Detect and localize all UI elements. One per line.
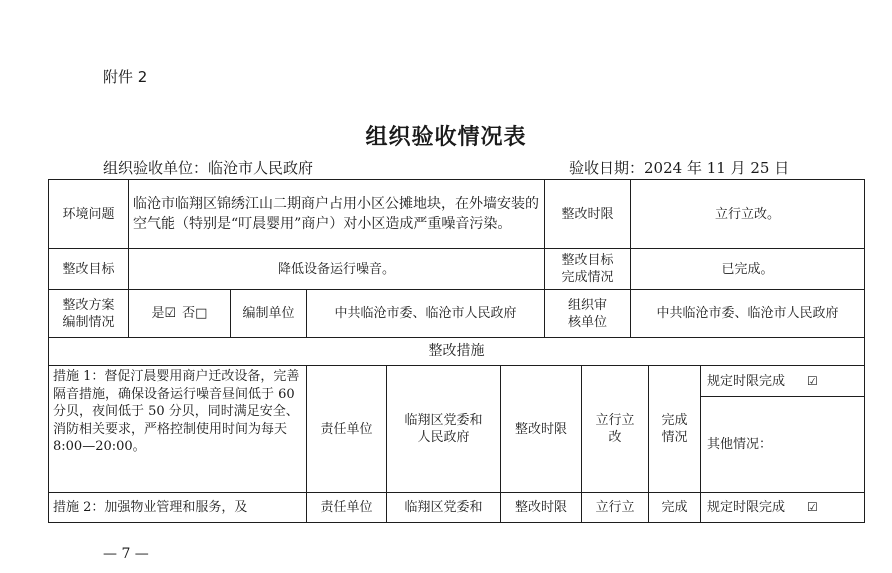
measure-2-deadline-label: 整改时限 — [514, 500, 567, 515]
measure-1-deadline-value: 立行立改 — [595, 413, 635, 445]
measure-2-text: 措施 2：加强物业管理和服务，及 — [53, 500, 248, 515]
ontime-label: 规定时限完成 — [707, 373, 786, 389]
measure-1-resp-value: 临翔区党委和人民政府 — [404, 413, 483, 445]
measure-2-deadline-value: 立行立 — [595, 500, 635, 515]
ontime-label: 规定时限完成 — [707, 500, 786, 515]
measure-1-deadline-label: 整改时限 — [514, 421, 567, 437]
measure-1-text: 措施 1：督促汀晨婴用商户迁改设备，完善隔音措施，确保设备运行噪音昼间低于 60 分贝，夜间低于 50 分贝，同时满足安全、消防相关要求，严格控制使用时间为每天 8:00—20:00。 — [53, 369, 300, 454]
plan-label: 整改方案编制情况 — [62, 297, 115, 330]
attachment-label: 附件 2 — [103, 68, 148, 86]
goal-status-label: 整改目标完成情况 — [561, 253, 614, 285]
rect-time-label: 整改时限 — [561, 206, 614, 222]
ontime-checkbox[interactable]: ☑ — [807, 500, 818, 514]
ontime-checkbox[interactable]: ☑ — [807, 373, 818, 388]
compile-unit-label: 编制单位 — [242, 306, 295, 321]
rect-goal-value: 降低设备运行噪音。 — [277, 261, 395, 277]
env-issue-text: 临沧市临翔区锦绣江山二期商户占用小区公摊地块，在外墙安装的空气能（特别是“叮晨婴用”商户）对小区造成严重噪音污染。 — [133, 196, 539, 232]
review-unit-value: 中共临沧市委、临沧市人民政府 — [656, 306, 839, 321]
env-issue-label: 环境问题 — [62, 206, 115, 222]
measure-2-resp-value: 临翔区党委和 — [404, 500, 483, 515]
page-number: — 7 — — [103, 546, 149, 562]
measure-1-other: 其他情况： — [707, 437, 773, 452]
table-line — [864, 179, 865, 523]
plan-options — [129, 290, 230, 337]
plan-yes-checkbox[interactable]: 是☑ — [151, 306, 177, 321]
review-unit-label: 组织审核单位 — [567, 297, 607, 330]
accept-date: 验收日期：2024 年 11 月 25 日 — [569, 159, 790, 177]
plan-no-checkbox[interactable]: 否□ — [182, 306, 208, 321]
rect-goal-label: 整改目标 — [62, 261, 115, 277]
measure-2-done-label: 完成 — [661, 500, 688, 515]
measure-2-resp-label: 责任单位 — [320, 500, 373, 515]
rect-time-value: 立行立改。 — [714, 206, 780, 222]
compile-unit-value: 中共临沧市委、临沧市人民政府 — [334, 306, 517, 321]
table-line — [48, 522, 865, 523]
goal-status-value: 已完成。 — [721, 261, 774, 277]
page-title: 组织验收情况表 — [365, 124, 527, 150]
measure-1-done-label: 完成情况 — [661, 413, 688, 445]
measure-1-ontime — [701, 366, 864, 396]
measures-header: 整改措施 — [428, 343, 485, 359]
org-unit: 组织验收单位：临沧市人民政府 — [103, 159, 314, 177]
measure-1-resp-label: 责任单位 — [320, 421, 373, 437]
measure-2-ontime — [701, 493, 864, 522]
